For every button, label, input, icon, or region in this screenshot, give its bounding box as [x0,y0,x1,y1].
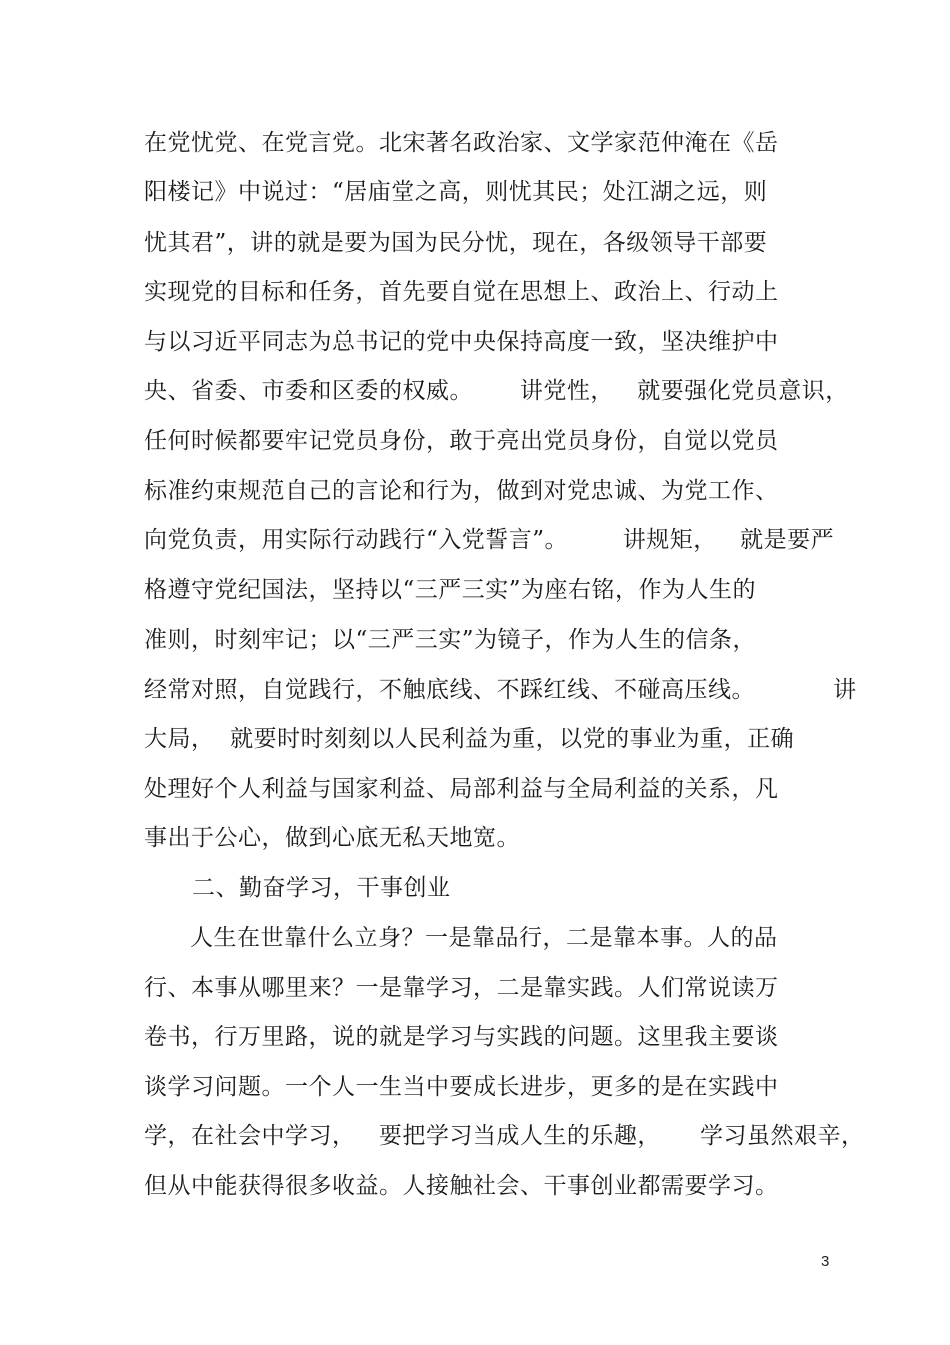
text-line: 但从中能获得很多收益。人接触社会、干事创业都需要学习。 [144,1173,779,1199]
text-line: 任何时候都要牢记党员身份，敢于亮出党员身份，自觉以党员 [144,428,779,454]
text-line: 谈学习问题。一个人一生当中要成长进步，更多的是在实践中 [144,1074,779,1100]
text-line: 忧其君”，讲的就是要为国为民分忧，现在，各级领导干部要 [144,230,768,256]
text-line: 与以习近平同志为总书记的党中央保持高度一致，坚决维护中 [144,329,779,355]
text-line: 处理好个人利益与国家利益、局部利益与全局利益的关系，凡 [144,776,779,802]
text-line: 经常对照，自觉践行，不触底线、不踩红线、不碰高压线。 讲 [144,677,857,703]
text-line: 大局， 就要时时刻刻以人民利益为重，以党的事业为重，正确 [144,726,795,752]
text-line: 卷书，行万里路，说的就是学习与实践的问题。这里我主要谈 [144,1024,779,1050]
text-line: 向党负责，用实际行动践行“入党誓言”。 讲规矩， 就是要严 [144,527,835,553]
text-line: 事出于公心，做到心底无私天地宽。 [144,825,520,851]
text-line: 人生在世靠什么立身？一是靠品行，二是靠本事。人的品 [190,925,778,951]
text-line: 阳楼记》中说过：“居庙堂之高，则忧其民；处江湖之远，则 [144,179,768,205]
text-line: 行、本事从哪里来？一是靠学习，二是靠实践。人们常说读万 [144,975,779,1001]
text-line: 在党忧党、在党言党。北宋著名政治家、文学家范仲淹在《岳 [144,130,779,156]
page-number: 3 [821,1253,830,1270]
text-line: 实现党的目标和任务，首先要自觉在思想上、政治上、行动上 [144,279,779,305]
text-line: 准则，时刻牢记；以“三严三实”为镜子，作为人生的信条， [144,627,757,653]
text-line: 学，在社会中学习， 要把学习当成人生的乐趣， 学习虽然艰辛， [144,1123,865,1149]
text-line: 央、省委、市委和区委的权威。 讲党性， 就要强化党员意识， [144,378,849,404]
section-heading: 二、勤奋学习，干事创业 [192,875,451,901]
text-line: 标准约束规范自己的言论和行为，做到对党忠诚、为党工作、 [144,478,779,504]
text-line: 格遵守党纪国法，坚持以“三严三实”为座右铭，作为人生的 [144,577,757,603]
